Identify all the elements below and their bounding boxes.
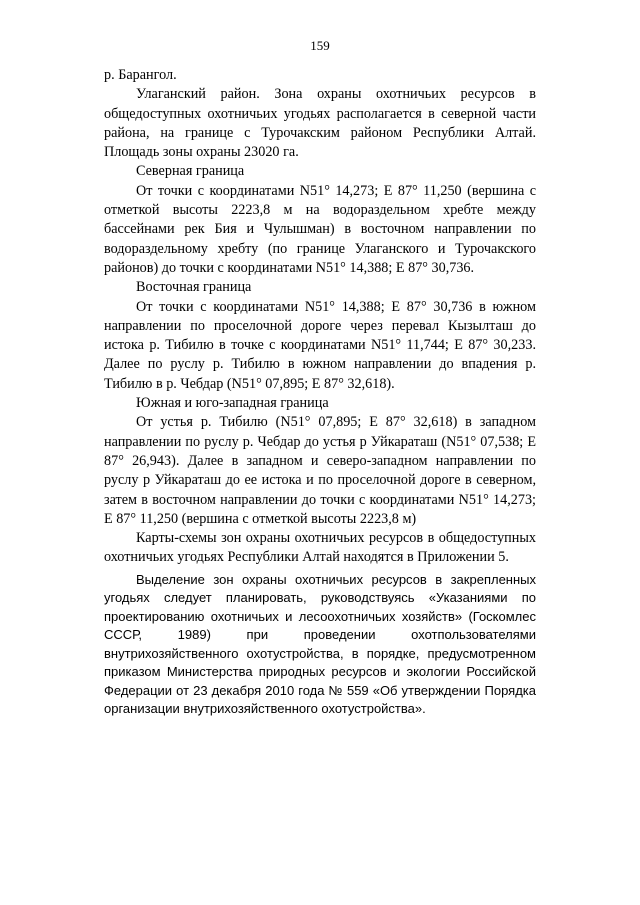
- paragraph-maps-appendix: Карты-схемы зон охраны охотничьих ресурсов в общедоступных охотничьих угодьях Республики Алтай находятся в Приложении 5.: [104, 530, 536, 566]
- document-body: [104, 66, 536, 719]
- paragraph-south-border: От устья р. Тибилю (N51° 07,895; E 87° 32,618) в западном направлении по руслу р. Чебдар до устья р Уйкараташ (N51° 07,538; E 87° 26,943). Далее в западном и северо-западном направлении по руслу р Уйкараташ до ее истока и по проселочной дороге в северном, затем в восточном направлении до точки с координатами N51° 14,273; E 87° 11,250 (вершина с отметкой высоты 2223,8 м): [104, 414, 536, 527]
- heading-south-border: Южная и юго-западная граница: [136, 395, 329, 412]
- paragraph-allocation: Выделение зон охраны охотничьих ресурсов в закрепленных угодьях следует планировать, руководствуясь «Указаниями по проектированию охотничьих и лесоохотничьих хозяйств» (Госкомлес СССР, 1989) при проведении охотпользователями внутрихозяйственного охотустройства, в порядке, предусмотренном приказом Министерства природных ресурсов и экологии Российской Федерации от 23 декабря 2010 года № 559 «Об утверждении Порядка организации внутрихозяйственного охотустройства».: [104, 571, 536, 717]
- paragraph-barangol: р. Барангол.: [104, 67, 177, 83]
- page-number: 159: [310, 38, 330, 53]
- paragraph-east-border: От точки с координатами N51° 14,388; E 87° 30,736 в южном направлении по проселочной дороге через перевал Кызылташ до истока р. Тибилю в точке с координатами N51° 11,744; E 87° 30,233. Далее по руслу р. Тибилю в южном направлении до впадения р. Тибилю в р. Чебдар (N51° 07,895; E 87° 32,618).: [104, 298, 536, 392]
- heading-north-border: Северная граница: [136, 163, 245, 180]
- paragraph-north-border: От точки с координатами N51° 14,273; E 87° 11,250 (вершина с отметкой высоты 2223,8 м на водораздельном хребте между бассейнами рек Бия и Чулышман) в восточном направлении по водораздельному хребту (по границе Улаганского и Турочакского районов) до точки с координатами N51° 14,388; E 87° 30,736.: [104, 182, 536, 276]
- heading-east-border: Восточная граница: [136, 279, 252, 296]
- paragraph-ulagan-district: Улаганский район. Зона охраны охотничьих ресурсов в общедоступных охотничьих угодьях располагается в северной части района, на границе с Турочакским районом Республики Алтай. Площадь зоны охраны 23020 га.: [104, 86, 536, 161]
